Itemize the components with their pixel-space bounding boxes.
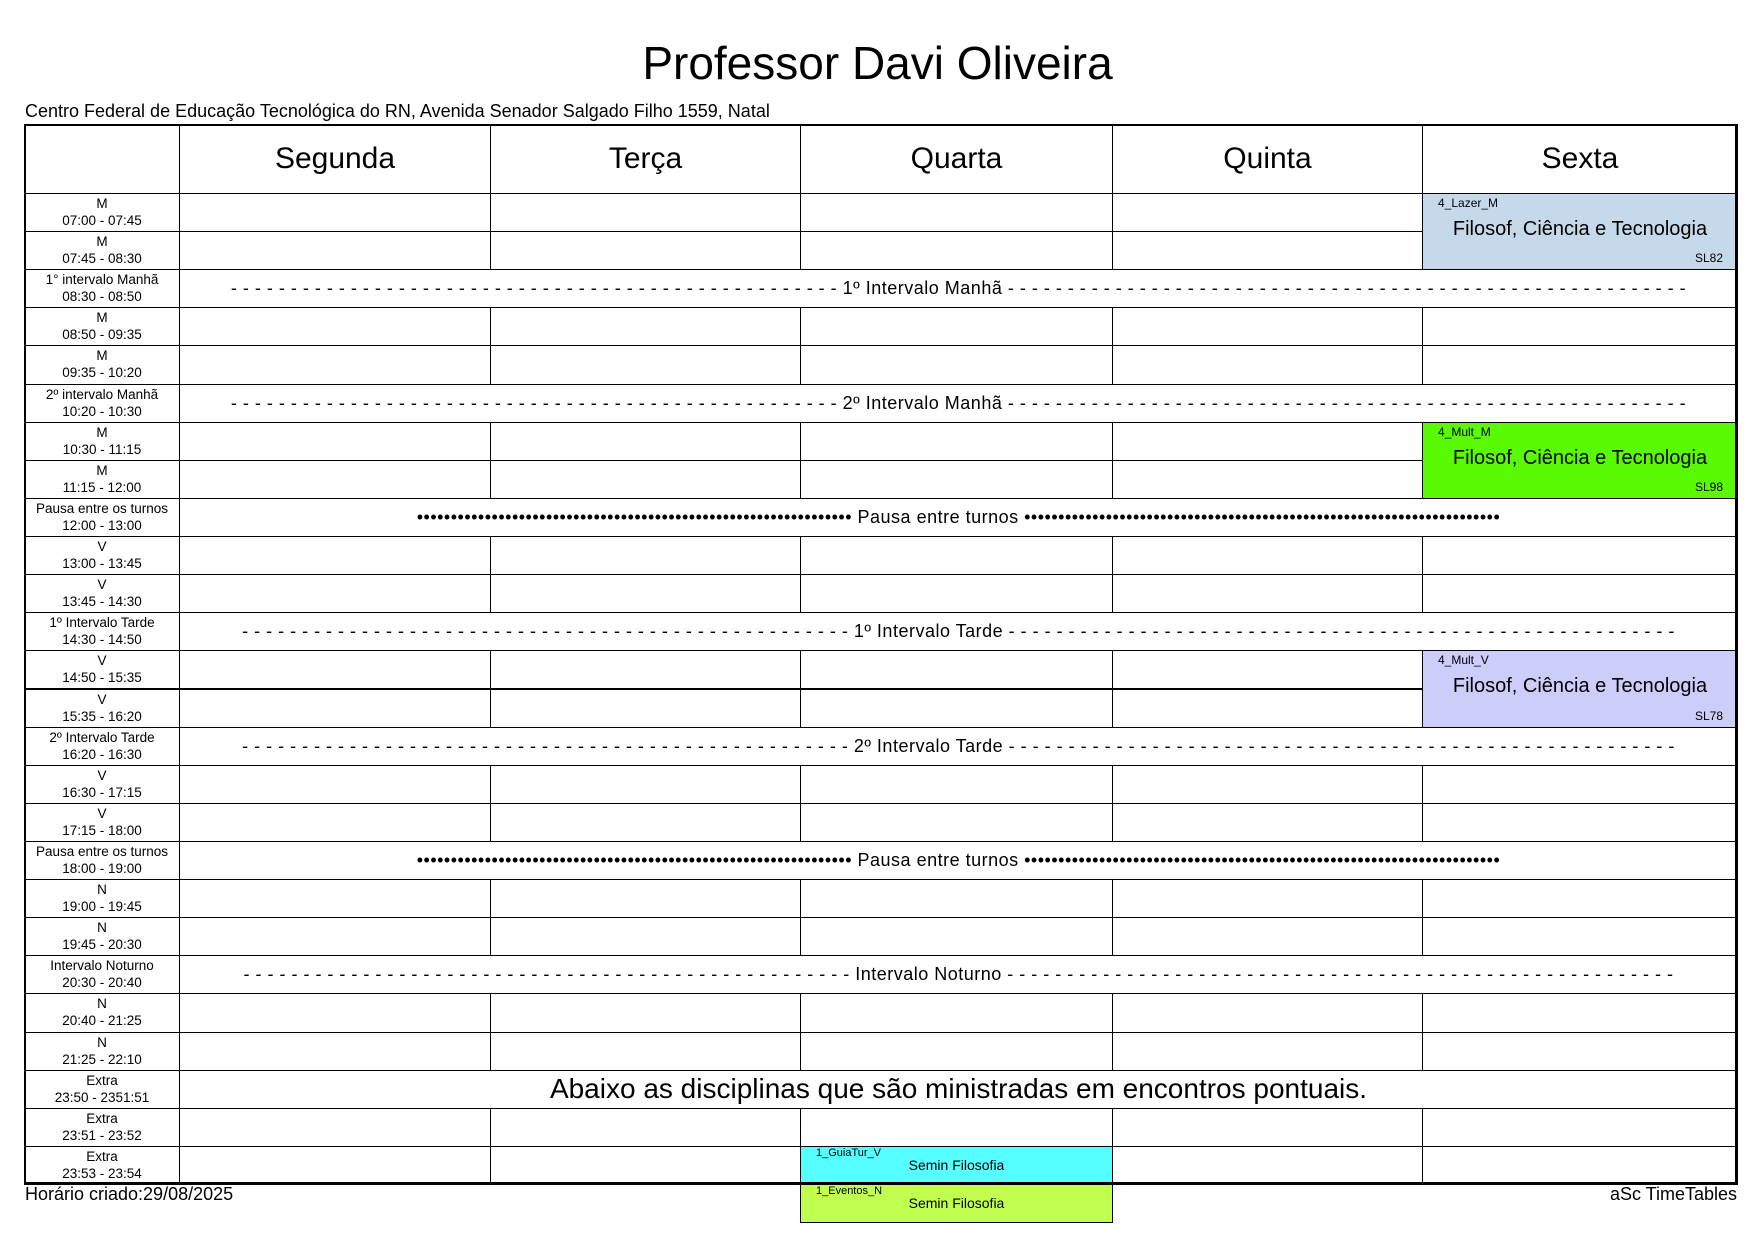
extra-section-title: Abaixo as disciplinas que são ministradas em encontros pontuais. — [179, 1070, 1738, 1109]
timetable-slot[interactable] — [800, 536, 1113, 575]
timetable-slot[interactable] — [179, 689, 491, 728]
timetable-slot[interactable] — [1112, 307, 1423, 346]
period-time: 07:45 - 08:30 — [62, 251, 142, 267]
period-label — [24, 803, 180, 842]
lesson-card[interactable] — [1422, 422, 1738, 499]
timetable-slot[interactable] — [1112, 422, 1423, 461]
timetable-slot[interactable] — [179, 193, 491, 232]
timetable-slot[interactable] — [490, 1108, 801, 1147]
day-header-1: Terça — [490, 124, 801, 194]
timetable-slot[interactable] — [179, 993, 491, 1032]
timetable-slot[interactable] — [490, 650, 801, 689]
timetable-slot[interactable] — [800, 1032, 1113, 1071]
period-label — [24, 841, 180, 880]
period-label — [24, 727, 180, 766]
timetable-slot[interactable] — [800, 231, 1113, 270]
period-name: V — [97, 691, 107, 707]
period-label — [24, 384, 180, 423]
period-time: 13:45 - 14:30 — [62, 594, 142, 610]
period-name: N — [97, 996, 107, 1012]
period-name: Extra — [86, 1072, 118, 1088]
lesson-card[interactable] — [1422, 650, 1738, 727]
timetable-slot[interactable] — [1422, 765, 1738, 804]
period-name: V — [97, 653, 107, 669]
timetable-slot[interactable] — [490, 803, 801, 842]
period-time: 07:00 - 07:45 — [62, 213, 142, 228]
period-name: V — [97, 539, 107, 555]
period-label — [24, 917, 180, 956]
break-row: - - - - - - - - - - - - - - - - - - - - - - - - - - - - - - - - - - - - - - - - - - - - - - - - - - - 2º Intervalo Manhã - - - - - - - - - - - - - - - - - - - - - - - - - - - - - - - - - - - - - - - - - - - - - - - - - - - - - - - - - — [179, 384, 1738, 423]
timetable-slot[interactable] — [1112, 765, 1423, 804]
timetable-slot[interactable] — [490, 765, 801, 804]
timetable-slot[interactable] — [800, 689, 1113, 728]
timetable-slot[interactable] — [1112, 574, 1423, 613]
timetable-slot[interactable] — [490, 231, 801, 270]
timetable-slot[interactable] — [490, 574, 801, 613]
timetable-slot[interactable] — [1112, 460, 1423, 499]
timetable-slot[interactable] — [1422, 1032, 1738, 1071]
period-name: 1° intervalo Manhã — [45, 272, 159, 288]
break-row: - - - - - - - - - - - - - - - - - - - - - - - - - - - - - - - - - - - - - - - - - - - - - - - - - - - Intervalo Noturno - - - - - - - - - - - - - - - - - - - - - - - - - - - - - - - - - - - - - - - - - - - - - - - - - - - - - - - - — [179, 955, 1738, 994]
period-time: 14:50 - 15:35 — [62, 670, 142, 686]
timetable-slot[interactable] — [179, 879, 491, 918]
timetable-slot[interactable] — [179, 1032, 491, 1071]
period-time: 10:30 - 11:15 — [62, 441, 142, 457]
period-name: N — [97, 920, 107, 936]
period-label — [24, 1146, 180, 1185]
timetable-slot[interactable] — [490, 1032, 801, 1071]
period-time: 15:35 - 16:20 — [62, 708, 142, 724]
period-name: V — [97, 767, 107, 783]
timetable-slot[interactable] — [1112, 1032, 1423, 1071]
timetable-slot[interactable] — [1112, 1146, 1423, 1185]
lesson-card[interactable] — [800, 1146, 1113, 1185]
timetable-slot[interactable] — [179, 574, 491, 613]
timetable-slot[interactable] — [1422, 879, 1738, 918]
period-label — [24, 460, 180, 499]
period-name: M — [96, 424, 108, 440]
period-name: N — [97, 1034, 107, 1050]
lesson-class: 1_GuiaTur_V — [816, 1146, 882, 1159]
timetable-slot[interactable] — [179, 1146, 491, 1185]
period-name: 2º Intervalo Tarde — [49, 729, 155, 745]
timetable-slot[interactable] — [490, 536, 801, 575]
lesson-class: 4_Mult_M — [1438, 424, 1491, 439]
timetable-slot[interactable] — [800, 193, 1113, 232]
period-label — [24, 765, 180, 804]
period-label — [24, 231, 180, 270]
timetable-slot[interactable] — [1422, 1146, 1738, 1185]
timetable-slot[interactable] — [179, 307, 491, 346]
timetable-slot[interactable] — [1112, 917, 1423, 956]
footer-created-date: Horário criado:29/08/2025 — [25, 1184, 234, 1204]
period-time: 18:00 - 19:00 — [62, 860, 142, 876]
period-label — [24, 269, 180, 308]
timetable-slot[interactable] — [1112, 1108, 1423, 1147]
timetable-slot[interactable] — [1422, 574, 1738, 613]
timetable-slot[interactable] — [179, 803, 491, 842]
period-name: Pausa entre os turnos — [35, 500, 169, 516]
period-time: 23:51 - 23:52 — [62, 1127, 142, 1143]
timetable-slot[interactable] — [1112, 345, 1423, 384]
break-row: - - - - - - - - - - - - - - - - - - - - - - - - - - - - - - - - - - - - - - - - - - - - - - - - - - - 1º Intervalo Tarde - - - - - - - - - - - - - - - - - - - - - - - - - - - - - - - - - - - - - - - - - - - - - - - - - - - - - - - - — [179, 612, 1738, 651]
timetable-slot[interactable] — [800, 879, 1113, 918]
day-header-0: Segunda — [179, 124, 491, 194]
period-label — [24, 993, 180, 1032]
lesson-subject: Semin Filosofia — [908, 1195, 1005, 1211]
period-time: 08:50 - 09:35 — [62, 327, 142, 343]
timetable-slot[interactable] — [800, 1108, 1113, 1147]
period-name: Intervalo Noturno — [50, 958, 154, 974]
period-label — [24, 498, 180, 537]
timetable-slot[interactable] — [179, 460, 491, 499]
timetable-slot[interactable] — [179, 917, 491, 956]
timetable-slot[interactable] — [179, 765, 491, 804]
day-header-3: Quinta — [1112, 124, 1423, 194]
period-time: 23:53 - 23:54 — [62, 1165, 142, 1181]
lesson-room: SL82 — [1694, 251, 1723, 266]
lesson-subject: Filosof, Ciência e Tecnologia — [1452, 675, 1708, 698]
timetable-slot[interactable] — [800, 650, 1113, 689]
timetable-slot[interactable] — [800, 574, 1113, 613]
break-row: •••••••••••••••••••••••••••••••••••••••••••••••••••••••••••••••• Pausa entre turnos •••••••••••••••••••••••••••••••••••••••••••••••••••••••••••••••••••••• — [179, 841, 1738, 880]
timetable-slot[interactable] — [179, 536, 491, 575]
period-name: V — [97, 805, 107, 821]
period-label — [24, 650, 180, 689]
timetable-slot[interactable] — [1422, 803, 1738, 842]
period-label — [24, 612, 180, 651]
timetable-slot[interactable] — [1112, 689, 1423, 728]
period-time: 17:15 - 18:00 — [62, 822, 142, 838]
period-name: V — [97, 577, 107, 593]
period-time: 13:00 - 13:45 — [62, 556, 142, 572]
period-name: M — [96, 462, 108, 478]
period-label — [24, 879, 180, 918]
period-label — [24, 1108, 180, 1147]
period-label — [24, 574, 180, 613]
period-name: N — [97, 882, 107, 898]
period-label — [24, 422, 180, 461]
break-row: •••••••••••••••••••••••••••••••••••••••••••••••••••••••••••••••• Pausa entre turnos •••••••••••••••••••••••••••••••••••••••••••••••••••••••••••••••••••••• — [179, 498, 1738, 537]
period-name: Extra — [86, 1110, 118, 1126]
period-label — [24, 1032, 180, 1071]
period-label — [24, 307, 180, 346]
timetable-slot[interactable] — [179, 650, 491, 689]
timetable-slot[interactable] — [1422, 536, 1738, 575]
footer-brand: aSc TimeTables — [1609, 1184, 1737, 1204]
timetable-slot[interactable] — [490, 345, 801, 384]
lesson-subject: Filosof, Ciência e Tecnologia — [1452, 446, 1708, 469]
period-name: M — [96, 310, 108, 326]
lesson-subject: Filosof, Ciência e Tecnologia — [1452, 218, 1708, 240]
page-title: Professor Davi Oliveira — [642, 37, 1113, 89]
timetable-slot[interactable] — [1422, 1108, 1738, 1147]
timetable-slot[interactable] — [1112, 536, 1423, 575]
break-row: - - - - - - - - - - - - - - - - - - - - - - - - - - - - - - - - - - - - - - - - - - - - - - - - - - - 2º Intervalo Tarde - - - - - - - - - - - - - - - - - - - - - - - - - - - - - - - - - - - - - - - - - - - - - - - - - - - - - - - - — [179, 727, 1738, 766]
timetable-slot[interactable] — [490, 193, 801, 232]
timetable-slot[interactable] — [1422, 307, 1738, 346]
period-label — [24, 536, 180, 575]
timetable-slot[interactable] — [179, 345, 491, 384]
lesson-subject: Semin Filosofia — [908, 1156, 1005, 1173]
timetable-slot[interactable] — [1422, 345, 1738, 384]
timetable-slot[interactable] — [1112, 879, 1423, 918]
lesson-card[interactable] — [1422, 193, 1738, 270]
timetable-slot[interactable] — [800, 803, 1113, 842]
timetable-slot[interactable] — [179, 231, 491, 270]
period-time: 10:20 - 10:30 — [62, 403, 142, 419]
period-time: 09:35 - 10:20 — [62, 365, 142, 381]
period-time: 19:00 - 19:45 — [62, 899, 142, 915]
timetable-slot[interactable] — [1422, 917, 1738, 956]
timetable-slot[interactable] — [1112, 231, 1423, 270]
lesson-class: 1_Eventos_N — [816, 1185, 883, 1197]
timetable-slot[interactable] — [490, 422, 801, 461]
period-time: 11:15 - 12:00 — [62, 479, 142, 495]
lesson-room: SL78 — [1694, 708, 1723, 723]
period-time: 23:50 - 2351:51 — [54, 1089, 150, 1105]
period-label — [24, 345, 180, 384]
period-name: Pausa entre os turnos — [35, 843, 169, 859]
period-label — [24, 955, 180, 994]
timetable-slot[interactable] — [1112, 650, 1423, 689]
period-time: 12:00 - 13:00 — [62, 517, 142, 533]
period-time: 21:25 - 22:10 — [62, 1051, 142, 1067]
period-time: 08:30 - 08:50 — [62, 289, 142, 305]
timetable-slot[interactable] — [1112, 993, 1423, 1032]
period-name: 2º intervalo Manhã — [45, 386, 159, 402]
timetable-slot[interactable] — [490, 689, 801, 728]
timetable-slot[interactable] — [800, 765, 1113, 804]
timetable-slot[interactable] — [800, 460, 1113, 499]
period-time: 16:30 - 17:15 — [62, 784, 142, 800]
timetable-slot[interactable] — [179, 1108, 491, 1147]
timetable-slot[interactable] — [1422, 993, 1738, 1032]
period-name: Extra — [86, 1148, 118, 1164]
period-name: M — [96, 234, 108, 250]
lesson-class: 4_Mult_V — [1438, 653, 1489, 668]
school-address: Centro Federal de Educação Tecnológica do RN, Avenida Senador Salgado Filho 1559, Natal — [25, 101, 770, 121]
period-name: M — [96, 348, 108, 364]
period-name: 1º Intervalo Tarde — [49, 615, 155, 631]
lesson-class: 4_Lazer_M — [1438, 196, 1499, 210]
timetable-slot[interactable] — [800, 307, 1113, 346]
period-label — [24, 1070, 180, 1109]
timetable-slot[interactable] — [490, 879, 801, 918]
timetable-slot[interactable] — [800, 917, 1113, 956]
timetable-slot[interactable] — [800, 422, 1113, 461]
timetable-slot[interactable] — [179, 422, 491, 461]
period-time: 20:30 - 20:40 — [62, 975, 142, 991]
timetable-slot[interactable] — [1112, 193, 1423, 232]
break-row: - - - - - - - - - - - - - - - - - - - - - - - - - - - - - - - - - - - - - - - - - - - - - - - - - - - 1º Intervalo Manhã - - - - - - - - - - - - - - - - - - - - - - - - - - - - - - - - - - - - - - - - - - - - - - - - - - - - - - - - - — [179, 269, 1738, 308]
day-header-2: Quarta — [800, 124, 1113, 194]
period-label — [24, 193, 180, 232]
period-time: 16:20 - 16:30 — [62, 746, 142, 762]
lesson-room: SL98 — [1694, 479, 1723, 494]
period-label — [24, 689, 180, 728]
timetable-slot[interactable] — [490, 307, 801, 346]
timetable-slot[interactable] — [800, 345, 1113, 384]
period-time: 19:45 - 20:30 — [62, 937, 142, 953]
day-header-4: Sexta — [1422, 124, 1738, 194]
timetable-slot[interactable] — [490, 917, 801, 956]
timetable-slot[interactable] — [490, 460, 801, 499]
timetable-slot[interactable] — [490, 993, 801, 1032]
lesson-card[interactable] — [800, 1184, 1113, 1223]
period-time: 20:40 - 21:25 — [62, 1013, 142, 1029]
timetable-slot[interactable] — [800, 993, 1113, 1032]
period-name: M — [96, 196, 108, 211]
period-time: 14:30 - 14:50 — [62, 632, 142, 648]
timetable-slot[interactable] — [1112, 803, 1423, 842]
timetable-slot[interactable] — [490, 1146, 801, 1185]
corner-cell — [24, 124, 180, 194]
